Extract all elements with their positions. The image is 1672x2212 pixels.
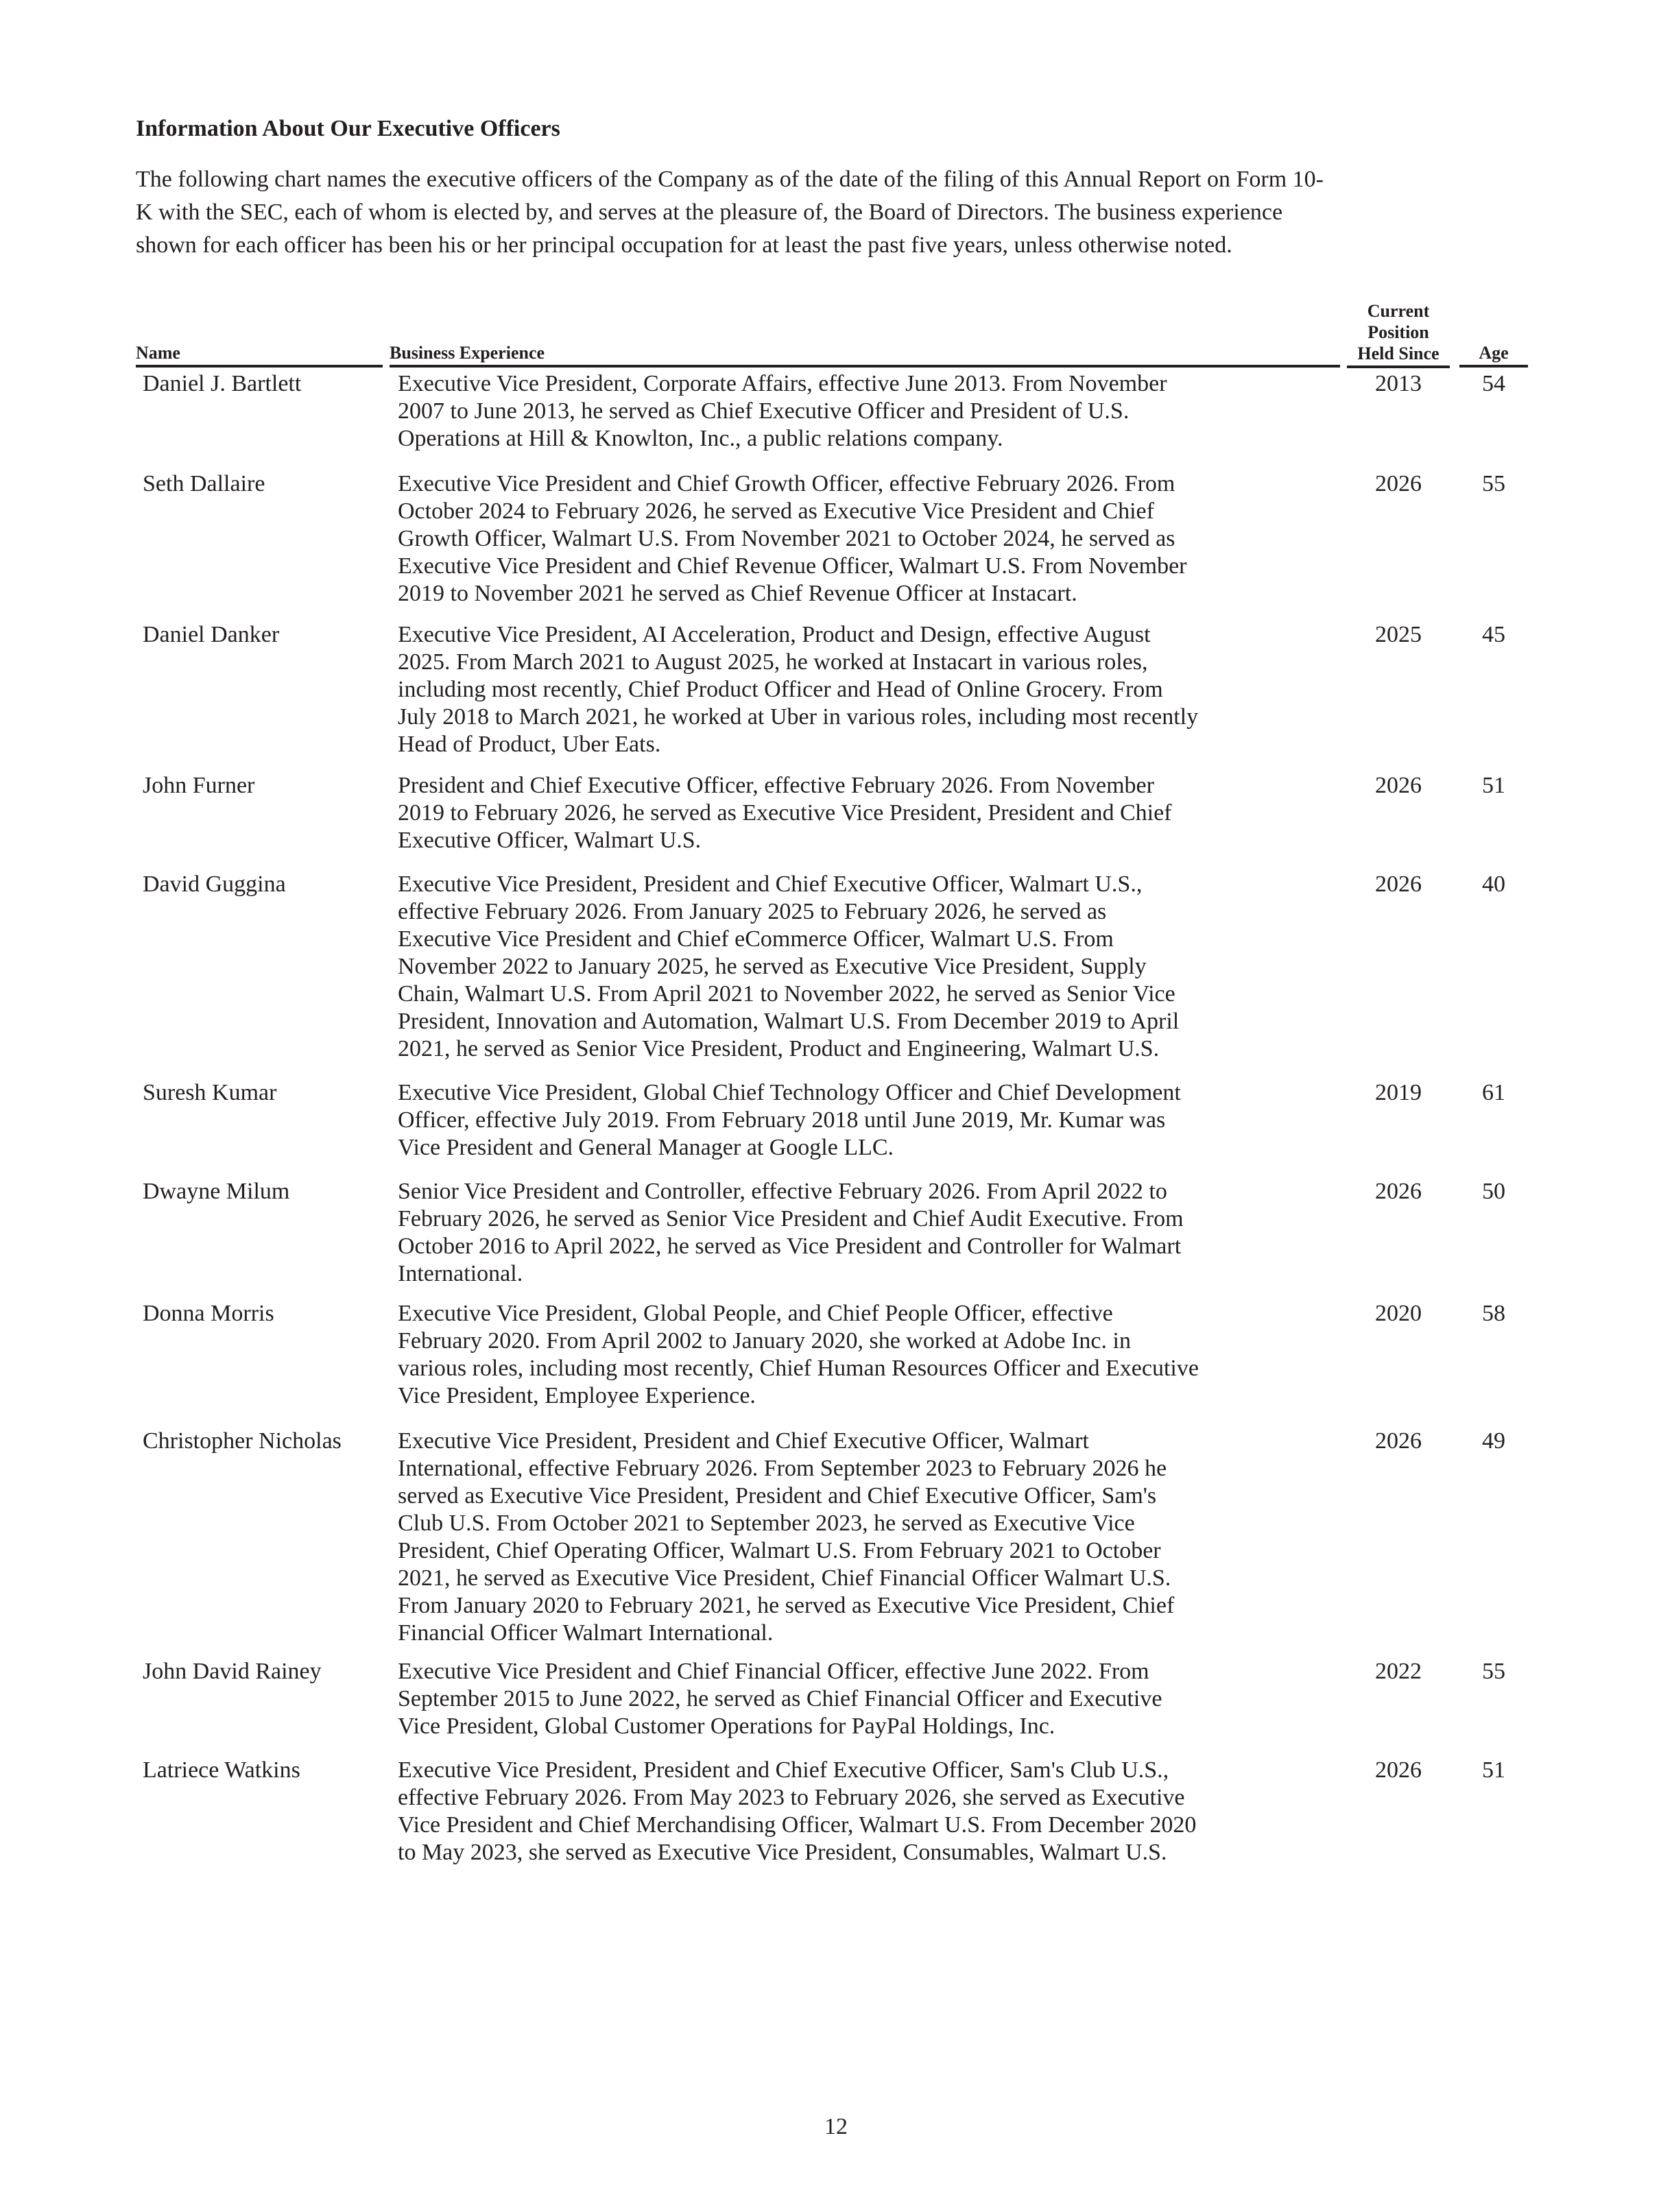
intro-line: The following chart names the executive officers of the Company as of the date of the filing of this Annual Report on Form 10- bbox=[136, 167, 1324, 192]
officer-experience bbox=[398, 621, 1344, 758]
officer-experience bbox=[398, 1079, 1344, 1162]
experience-line: President, Chief Operating Officer, Walmart U.S. From February 2021 to October bbox=[398, 1538, 1161, 1563]
experience-line: effective February 2026. From January 2025 to February 2026, he served as bbox=[398, 899, 1107, 924]
experience-line: 2019 to November 2021 he served as Chief Revenue Officer at Instacart. bbox=[398, 581, 1077, 606]
officer-age: 50 bbox=[1482, 1179, 1505, 1204]
experience-line: 2021, he served as Senior Vice President, Product and Engineering, Walmart U.S. bbox=[398, 1036, 1160, 1061]
officer-name: Christopher Nicholas bbox=[143, 1428, 342, 1454]
officer-experience bbox=[398, 370, 1344, 453]
column-header-held-since-line: Position bbox=[1368, 322, 1429, 342]
experience-line: November 2022 to January 2025, he served as Executive Vice President, Supply bbox=[398, 954, 1147, 979]
experience-line: Vice President and General Manager at Google LLC. bbox=[398, 1135, 894, 1160]
experience-line: Executive Vice President, Global People, and Chief People Officer, effective bbox=[398, 1301, 1113, 1326]
experience-line: Club U.S. From October 2021 to September 2023, he served as Executive Vice bbox=[398, 1511, 1135, 1536]
officer-experience bbox=[398, 1300, 1344, 1410]
column-header-age-label: Age bbox=[1479, 343, 1509, 363]
experience-line: effective February 2026. From May 2023 to February 2026, she served as Executive bbox=[398, 1785, 1185, 1810]
officer-held-since: 2026 bbox=[1375, 773, 1422, 798]
column-header-held-since bbox=[1347, 300, 1450, 368]
officer-age: 51 bbox=[1482, 1757, 1505, 1783]
officer-held-since: 2026 bbox=[1375, 1428, 1422, 1454]
officer-experience bbox=[398, 1428, 1344, 1647]
officer-age: 55 bbox=[1482, 1659, 1505, 1684]
column-header-name-label: Name bbox=[136, 343, 180, 363]
column-header-held-since-line: Held Since bbox=[1357, 344, 1440, 363]
experience-line: Vice President, Employee Experience. bbox=[398, 1383, 756, 1408]
officer-experience bbox=[398, 1757, 1344, 1866]
experience-line: including most recently, Chief Product Officer and Head of Online Grocery. From bbox=[398, 677, 1163, 702]
experience-line: Head of Product, Uber Eats. bbox=[398, 732, 661, 757]
experience-line: International, effective February 2026. From September 2023 to February 2026 he bbox=[398, 1456, 1167, 1481]
intro-line: K with the SEC, each of whom is elected by, and serves at the pleasure of, the Board of Directors. The business experience bbox=[136, 200, 1283, 225]
experience-line: Growth Officer, Walmart U.S. From November 2021 to October 2024, he served as bbox=[398, 526, 1175, 551]
officer-age: 45 bbox=[1482, 622, 1505, 647]
officer-name: Donna Morris bbox=[143, 1301, 274, 1326]
officer-name: John David Rainey bbox=[143, 1659, 322, 1684]
officer-age: 61 bbox=[1482, 1080, 1505, 1105]
officer-age: 54 bbox=[1482, 371, 1505, 396]
experience-line: Financial Officer Walmart International. bbox=[398, 1620, 774, 1646]
officer-age: 58 bbox=[1482, 1301, 1505, 1326]
section-heading: Information About Our Executive Officers bbox=[136, 116, 560, 141]
experience-line: Executive Vice President, President and Chief Executive Officer, Sam's Club U.S., bbox=[398, 1757, 1169, 1783]
column-header-experience bbox=[390, 343, 1340, 368]
experience-line: Operations at Hill & Knowlton, Inc., a public relations company. bbox=[398, 426, 1003, 451]
experience-line: February 2020. From April 2002 to January 2020, she worked at Adobe Inc. in bbox=[398, 1328, 1131, 1354]
experience-line: Executive Officer, Walmart U.S. bbox=[398, 828, 702, 853]
experience-line: President, Innovation and Automation, Walmart U.S. From December 2019 to April bbox=[398, 1009, 1180, 1034]
experience-line: October 2024 to February 2026, he served as Executive Vice President and Chief bbox=[398, 498, 1154, 524]
experience-line: Vice President and Chief Merchandising Officer, Walmart U.S. From December 2020 bbox=[398, 1812, 1197, 1838]
experience-line: Senior Vice President and Controller, effective February 2026. From April 2022 to bbox=[398, 1179, 1167, 1204]
experience-line: From January 2020 to February 2021, he served as Executive Vice President, Chief bbox=[398, 1593, 1175, 1618]
experience-line: 2025. From March 2021 to August 2025, he worked at Instacart in various roles, bbox=[398, 649, 1148, 675]
column-header-experience-label: Business Experience bbox=[390, 343, 545, 363]
officer-name: Daniel J. Bartlett bbox=[143, 371, 302, 396]
page-number: 12 bbox=[824, 2114, 848, 2139]
experience-line: 2007 to June 2013, he served as Chief Executive Officer and President of U.S. bbox=[398, 398, 1130, 424]
officer-name: Seth Dallaire bbox=[143, 471, 265, 496]
experience-line: 2019 to February 2026, he served as Executive Vice President, President and Chief bbox=[398, 800, 1172, 826]
officer-held-since: 2026 bbox=[1375, 471, 1422, 496]
column-header-held-since-line: Current bbox=[1367, 301, 1430, 321]
officer-name: Dwayne Milum bbox=[143, 1179, 290, 1204]
experience-line: Chain, Walmart U.S. From April 2021 to November 2022, he served as Senior Vice bbox=[398, 981, 1175, 1007]
experience-line: Vice President, Global Customer Operations for PayPal Holdings, Inc. bbox=[398, 1714, 1055, 1739]
experience-line: July 2018 to March 2021, he worked at Uber in various roles, including most recently bbox=[398, 704, 1199, 730]
experience-line: Executive Vice President and Chief Growth Officer, effective February 2026. From bbox=[398, 471, 1175, 496]
experience-line: Executive Vice President and Chief Financial Officer, effective June 2022. From bbox=[398, 1659, 1149, 1684]
experience-line: February 2026, he served as Senior Vice President and Chief Audit Executive. From bbox=[398, 1206, 1184, 1231]
officer-held-since: 2025 bbox=[1375, 622, 1422, 647]
officer-experience bbox=[398, 772, 1344, 854]
experience-line: September 2015 to June 2022, he served as Chief Financial Officer and Executive bbox=[398, 1686, 1162, 1711]
intro-line: shown for each officer has been his or her principal occupation for at least the past five years, unless otherwise noted. bbox=[136, 232, 1232, 258]
officer-experience bbox=[398, 871, 1344, 1063]
experience-line: Executive Vice President, Corporate Affairs, effective June 2013. From November bbox=[398, 371, 1167, 396]
experience-line: various roles, including most recently, Chief Human Resources Officer and Executive bbox=[398, 1356, 1199, 1381]
experience-line: Executive Vice President and Chief Revenue Officer, Walmart U.S. From November bbox=[398, 553, 1187, 579]
experience-line: International. bbox=[398, 1261, 523, 1286]
column-header-name bbox=[136, 343, 383, 368]
officer-name: Daniel Danker bbox=[143, 622, 280, 647]
experience-line: President and Chief Executive Officer, effective February 2026. From November bbox=[398, 773, 1154, 798]
officer-experience bbox=[398, 1178, 1344, 1288]
experience-line: served as Executive Vice President, President and Chief Executive Officer, Sam's bbox=[398, 1483, 1157, 1508]
intro-paragraph bbox=[136, 163, 1535, 262]
column-header-age bbox=[1459, 343, 1528, 368]
officer-held-since: 2020 bbox=[1375, 1301, 1422, 1326]
officer-name: John Furner bbox=[143, 773, 255, 798]
officer-age: 51 bbox=[1482, 773, 1505, 798]
officer-experience bbox=[398, 470, 1344, 608]
experience-line: Executive Vice President, Global Chief Technology Officer and Chief Development bbox=[398, 1080, 1181, 1105]
experience-line: Executive Vice President, President and Chief Executive Officer, Walmart bbox=[398, 1428, 1089, 1454]
officer-name: Latriece Watkins bbox=[143, 1757, 300, 1783]
officer-held-since: 2022 bbox=[1375, 1659, 1422, 1684]
officer-experience bbox=[398, 1658, 1344, 1740]
experience-line: Officer, effective July 2019. From February 2018 until June 2019, Mr. Kumar was bbox=[398, 1107, 1166, 1133]
officer-held-since: 2026 bbox=[1375, 1757, 1422, 1783]
experience-line: 2021, he served as Executive Vice President, Chief Financial Officer Walmart U.S. bbox=[398, 1565, 1171, 1591]
experience-line: October 2016 to April 2022, he served as Vice President and Controller for Walmart bbox=[398, 1234, 1182, 1259]
officer-held-since: 2026 bbox=[1375, 871, 1422, 897]
experience-line: to May 2023, she served as Executive Vice President, Consumables, Walmart U.S. bbox=[398, 1840, 1167, 1865]
officer-held-since: 2026 bbox=[1375, 1179, 1422, 1204]
officer-age: 49 bbox=[1482, 1428, 1505, 1454]
experience-line: Executive Vice President, President and Chief Executive Officer, Walmart U.S., bbox=[398, 871, 1143, 897]
officer-age: 40 bbox=[1482, 871, 1505, 897]
experience-line: Executive Vice President, AI Acceleration, Product and Design, effective August bbox=[398, 622, 1151, 647]
officer-name: Suresh Kumar bbox=[143, 1080, 277, 1105]
officer-name: David Guggina bbox=[143, 871, 286, 897]
officer-held-since: 2019 bbox=[1375, 1080, 1422, 1105]
experience-line: Executive Vice President and Chief eCommerce Officer, Walmart U.S. From bbox=[398, 926, 1114, 952]
officer-age: 55 bbox=[1482, 471, 1505, 496]
officer-held-since: 2013 bbox=[1375, 371, 1422, 396]
